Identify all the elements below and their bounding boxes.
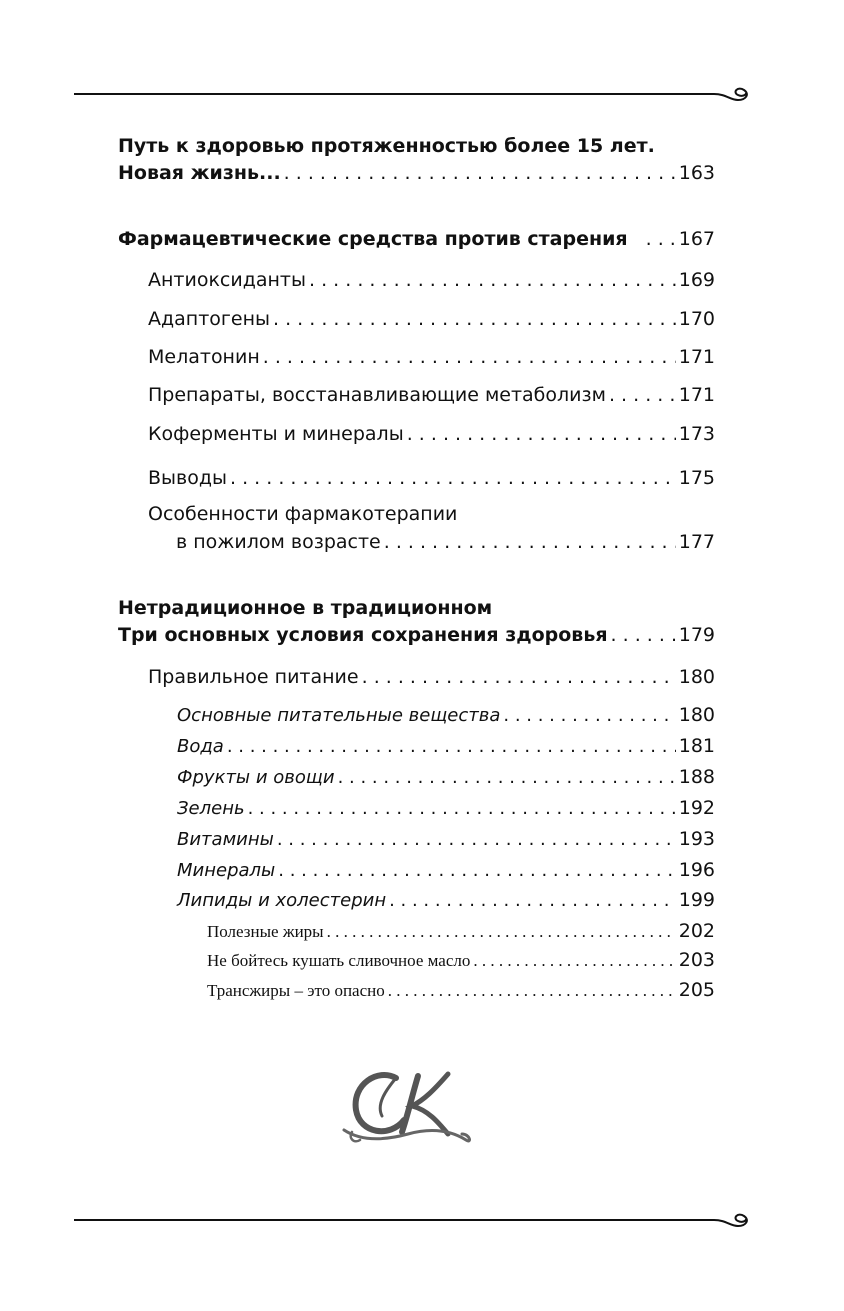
toc-page-number: 199 <box>678 889 715 911</box>
toc-entry-title: Не бойтесь кушать сливочное масло <box>207 951 471 970</box>
toc-entry-title: Зелень <box>177 798 245 819</box>
toc-page-number: 167 <box>678 228 715 250</box>
dot-leader <box>362 666 676 688</box>
toc-entry[interactable] <box>177 797 715 819</box>
toc-page-number: 163 <box>678 162 715 184</box>
toc-entry[interactable] <box>207 979 715 1001</box>
dot-leader <box>407 423 676 445</box>
toc-page-number: 173 <box>678 423 715 445</box>
toc-entry-title: Липиды и холестерин <box>177 890 387 911</box>
toc-page-number: 180 <box>678 666 715 688</box>
toc-entry-title: Трансжиры – это опасно <box>207 981 385 1000</box>
toc-page-number: 177 <box>678 531 715 553</box>
toc-page-number: 181 <box>678 735 715 757</box>
dot-leader <box>646 228 676 250</box>
toc-entry[interactable] <box>148 308 715 330</box>
toc-entry-heading-2[interactable] <box>118 228 715 250</box>
toc-page-number: 192 <box>678 797 715 819</box>
toc-entry[interactable] <box>148 384 715 406</box>
toc-entry-title: Препараты, восстанавливающие метаболизм <box>148 384 606 406</box>
toc-entry[interactable] <box>207 920 715 942</box>
dot-leader <box>230 467 676 489</box>
toc-entry[interactable] <box>148 666 715 688</box>
dot-leader <box>227 736 676 757</box>
dot-leader <box>609 384 676 406</box>
toc-entry-title: Правильное питание <box>148 666 359 688</box>
toc-entry[interactable] <box>177 828 715 850</box>
toc-entry-title: Коферменты и минералы <box>148 423 404 445</box>
toc-page-number: 203 <box>678 949 715 971</box>
toc-entry-title: Вода <box>177 736 224 757</box>
toc-entry[interactable] <box>148 467 715 489</box>
toc-heading-3-line1: Нетрадиционное в традиционном <box>118 597 493 619</box>
dot-leader <box>273 308 676 330</box>
toc-entry[interactable] <box>176 531 715 553</box>
toc-entry-heading-1[interactable] <box>118 162 715 184</box>
toc-page-number: 179 <box>678 624 715 646</box>
toc-entry-title: Фармацевтические средства против старения <box>118 228 628 250</box>
toc-page-number: 193 <box>678 828 715 850</box>
toc-entry[interactable] <box>177 735 715 757</box>
toc-entry-title: Антиоксиданты <box>148 269 307 291</box>
toc-entry[interactable] <box>177 766 715 788</box>
toc-entry-title: в пожилом возрасте <box>176 531 381 553</box>
dot-leader <box>338 767 676 788</box>
toc-page-number: 171 <box>678 384 715 406</box>
toc-page-number: 170 <box>678 308 715 330</box>
dot-leader <box>263 346 676 368</box>
toc-entry-title: Витамины <box>177 829 274 850</box>
toc-page-number: 188 <box>678 766 715 788</box>
dot-leader <box>277 829 676 850</box>
toc-entry-title-line1: Особенности фармакотерапии <box>148 503 458 525</box>
toc-page-number: 196 <box>678 859 715 881</box>
toc-page-number: 169 <box>678 269 715 291</box>
toc-heading-1-line1: Путь к здоровью протяженностью более 15 лет. <box>118 135 655 157</box>
toc-entry[interactable] <box>177 859 715 881</box>
dot-leader <box>384 531 676 553</box>
toc-entry-heading-3[interactable] <box>118 624 715 646</box>
toc-entry[interactable] <box>207 949 715 971</box>
dot-leader <box>327 922 676 942</box>
toc-entry-title: Новая жизнь... <box>118 162 281 184</box>
dot-leader <box>309 269 676 291</box>
toc-entry-title: Выводы <box>148 467 227 489</box>
toc-entry-title: Минералы <box>177 860 276 881</box>
toc-page-number: 180 <box>678 704 715 726</box>
toc-page-number: 202 <box>678 920 715 942</box>
toc-entry-title: Фрукты и овощи <box>177 767 335 788</box>
dot-leader <box>611 624 676 646</box>
toc-entry[interactable] <box>177 889 715 911</box>
toc-entry-title: Основные питательные вещества <box>177 705 501 726</box>
toc-entry[interactable] <box>177 704 715 726</box>
toc-entry[interactable] <box>148 346 715 368</box>
toc-entry-title: Три основных условия сохранения здоровья <box>118 624 608 646</box>
toc-entry[interactable] <box>148 269 715 291</box>
toc-page-number: 175 <box>678 467 715 489</box>
bottom-ornament-rule <box>74 1208 754 1232</box>
dot-leader <box>248 798 676 819</box>
toc-entry-title: Мелатонин <box>148 346 260 368</box>
dot-leader <box>473 951 675 971</box>
toc-entry-title: Адаптогены <box>148 308 270 330</box>
toc-page-number: 171 <box>678 346 715 368</box>
toc-page-number: 205 <box>678 979 715 1001</box>
dot-leader <box>503 705 675 726</box>
top-ornament-rule <box>74 82 754 106</box>
toc-entry-title: Полезные жиры <box>207 922 324 941</box>
publisher-monogram-logo <box>338 1060 478 1150</box>
toc-entry[interactable] <box>148 423 715 445</box>
dot-leader <box>389 890 676 911</box>
dot-leader <box>278 860 675 881</box>
dot-leader <box>388 981 676 1001</box>
dot-leader <box>284 162 676 184</box>
